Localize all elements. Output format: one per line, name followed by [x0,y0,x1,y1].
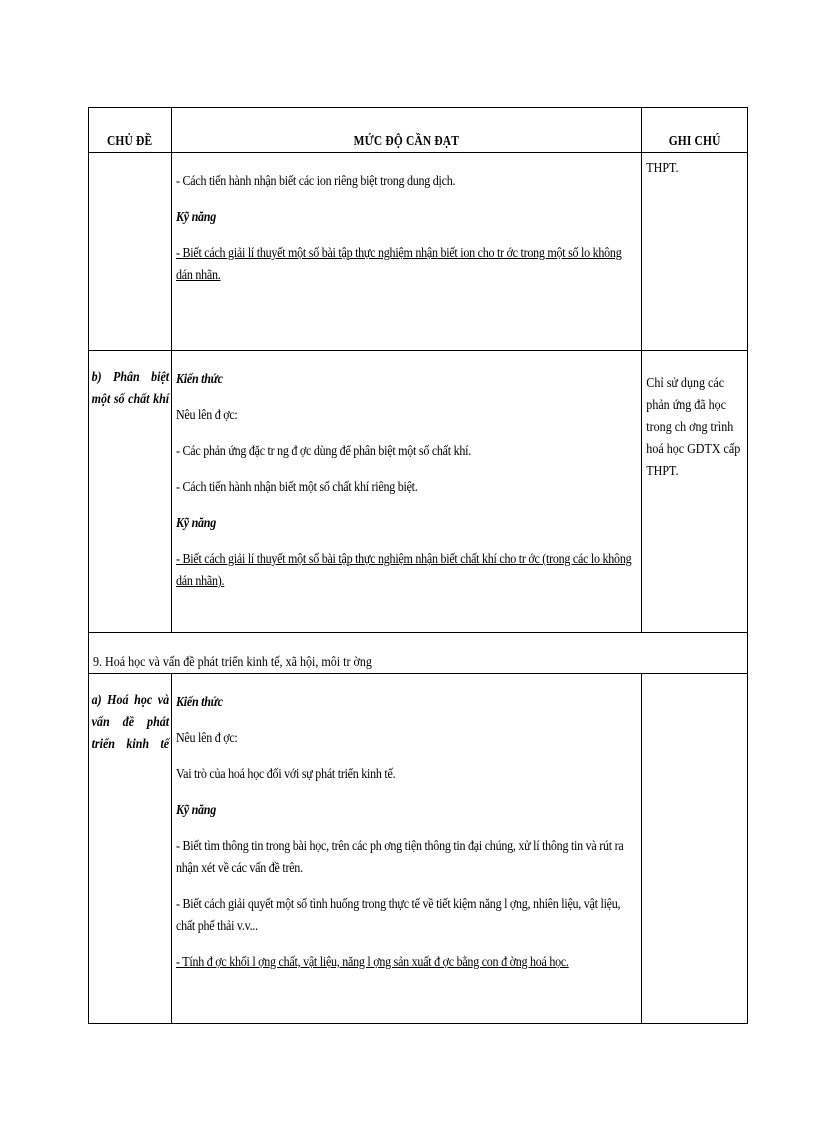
content-line: - Biết cách giải quyết một số tình huống trong thực tế về tiết kiệm năng l ợng, nhiên liệu, vật liệu, chất phế thải v.v... [176,897,621,934]
skill-heading: Kỹ năng [176,210,217,225]
content-line: Nêu lên đ ợc: [176,731,238,746]
content-line: - Các phản ứng đặc tr ng đ ợc dùng để phân biệt một số chất khí. [176,444,471,459]
section-row [89,633,748,674]
topic-cell [89,674,172,1024]
topic-cell [89,351,172,633]
content-line: - Biết cách giải lí thuyết một số bài tập thực nghiệm nhận biết chất khí cho tr ớc (trong các lo không dán nhãn). [176,552,632,589]
note-cell [642,674,748,1024]
content-line: - Tính đ ợc khối l ợng chất, vật liệu, năng l ợng sản xuất đ ợc bằng con đ ờng hoá học. [176,955,569,970]
note-text: Chỉ sử dụng các phản ứng đã học trong ch ơng trình hoá học GDTX cấp THPT. [646,376,741,479]
table-row [89,674,748,1024]
content-line: - Cách tiến hành nhận biết các ion riêng biệt trong dung dịch. [176,174,456,189]
content-line: Nêu lên đ ợc: [176,408,238,423]
level-cell [172,674,642,1024]
content-line: - Cách tiến hành nhận biết một số chất khí riêng biệt. [176,480,418,495]
curriculum-table [88,107,748,1024]
header-row [89,108,748,153]
topic-text: a) Hoá học và vấn đề phát triển kinh tế [91,693,170,752]
header-level: MỨC ĐỘ CẦN ĐẠT [172,108,642,153]
knowledge-heading: Kiến thức [176,695,223,710]
note-cell [642,351,748,633]
level-cell [172,351,642,633]
content-line: - Biết cách giải lí thuyết một số bài tập thực nghiệm nhận biết ion cho tr ớc trong một số lo không dán nhãn. [176,246,622,283]
knowledge-heading: Kiến thức [176,372,223,387]
topic-text: b) Phân biệt một số chất khí [91,370,170,407]
table-row [89,351,748,633]
note-text: THPT. [646,161,679,176]
section-title: 9. Hoá học và vấn đề phát triển kinh tế, xã hội, môi tr ờng [89,633,748,674]
content-line: - Biết tìm thông tin trong bài học, trên các ph ơng tiện thông tin đại chúng, xử lí thông tin và rút ra nhận xét về các vấn đề trên. [176,839,624,876]
content-line: Vai trò của hoá học đối với sự phát triển kinh tế. [176,767,396,782]
skill-heading: Kỹ năng [176,516,217,531]
topic-cell [89,153,172,351]
table-row [89,153,748,351]
level-cell [172,153,642,351]
note-cell [642,153,748,351]
skill-heading: Kỹ năng [176,803,217,818]
header-topic: CHỦ ĐỀ [89,108,172,153]
note-text [642,674,750,696]
header-note: GHI CHÚ [642,108,748,153]
